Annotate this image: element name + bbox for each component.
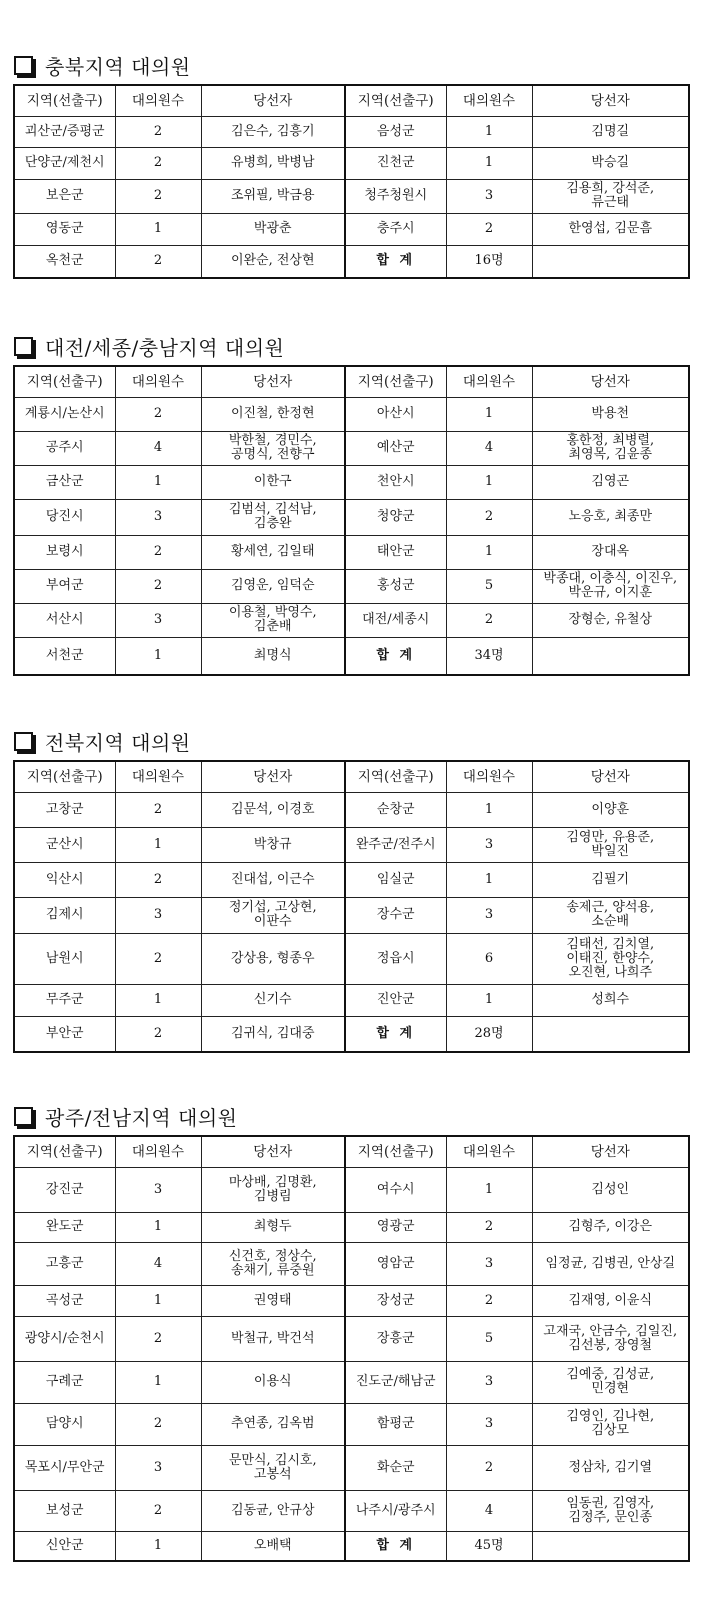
header-count: 대의원수 [115,85,201,116]
elected-cell: 김은수, 김흥기 [201,116,345,147]
elected-cell: 강상용, 형종우 [201,933,345,984]
count-cell: 1 [446,397,532,431]
count-cell: 2 [115,245,201,278]
elected-cell: 김필기 [532,862,689,897]
total-label: 합 계 [345,245,446,278]
count-cell: 1 [115,1285,201,1316]
elected-cell: 박종대, 이충식, 이진우, 박운규, 이지훈 [532,569,689,603]
table-row [14,792,689,827]
elected-cell: 오배택 [201,1531,345,1561]
region-cell: 천안시 [345,465,446,499]
elected-cell: 김명길 [532,116,689,147]
delegate-table [13,1135,690,1562]
table-row [14,499,689,535]
region-cell: 청주청원시 [345,179,446,213]
elected-cell: 문만식, 김시호, 고봉석 [201,1445,345,1490]
elected-cell: 김영곤 [532,465,689,499]
elected-cell: 김영만, 유용준, 박일진 [532,827,689,862]
header-region: 지역(선출구) [345,366,446,397]
table-row [14,1316,689,1361]
table-row [14,116,689,147]
section-title [13,333,690,359]
section-title-text: 대전/세종/충남지역 대의원 [45,335,285,360]
region-cell: 강진군 [14,1167,115,1212]
elected-cell: 김영운, 임덕순 [201,569,345,603]
region-cell: 정읍시 [345,933,446,984]
count-cell: 2 [115,397,201,431]
region-cell: 여수시 [345,1167,446,1212]
region-cell: 익산시 [14,862,115,897]
elected-cell: 유병희, 박병남 [201,147,345,179]
count-cell: 4 [115,1242,201,1285]
region-cell: 서천군 [14,637,115,675]
header-count: 대의원수 [446,366,532,397]
header-elected: 당선자 [201,1136,345,1167]
section-title-text: 충북지역 대의원 [45,54,191,79]
region-cell: 당진시 [14,499,115,535]
region-cell: 군산시 [14,827,115,862]
count-cell: 3 [446,179,532,213]
elected-cell: 김문석, 이경호 [201,792,345,827]
count-cell: 3 [446,1403,532,1445]
table-row [14,535,689,569]
region-cell: 진도군/해남군 [345,1361,446,1403]
elected-cell: 권영태 [201,1285,345,1316]
table-row [14,827,689,862]
header-region: 지역(선출구) [14,366,115,397]
header-elected: 당선자 [201,366,345,397]
elected-cell: 김용희, 강석준, 류근태 [532,179,689,213]
section-title [13,1103,690,1129]
total-value: 34명 [446,637,532,675]
header-count: 대의원수 [446,761,532,792]
elected-cell: 송제근, 양석용, 소순배 [532,897,689,933]
region-cell: 계룡시/논산시 [14,397,115,431]
region-cell: 태안군 [345,535,446,569]
elected-cell: 박용천 [532,397,689,431]
section-title [13,728,690,754]
elected-cell: 김재영, 이윤식 [532,1285,689,1316]
region-cell: 무주군 [14,984,115,1016]
region-cell: 완도군 [14,1212,115,1242]
region-cell: 고창군 [14,792,115,827]
table-row [14,1212,689,1242]
region-cell: 광양시/순천시 [14,1316,115,1361]
table-row [14,1361,689,1403]
count-cell: 4 [446,431,532,465]
header-elected: 당선자 [532,85,689,116]
count-cell: 2 [446,499,532,535]
table-row [14,1403,689,1445]
checkbox-square-icon [14,56,33,75]
region-cell: 장성군 [345,1285,446,1316]
section-gwangju-jeonnam [13,1103,690,1562]
count-cell: 4 [115,431,201,465]
total-empty-cell [532,245,689,278]
count-cell: 1 [446,862,532,897]
count-cell: 1 [115,1212,201,1242]
count-cell: 1 [446,792,532,827]
count-cell: 3 [115,1445,201,1490]
table-row [14,465,689,499]
count-cell: 5 [446,569,532,603]
region-cell: 아산시 [345,397,446,431]
count-cell: 2 [115,1016,201,1052]
header-elected: 당선자 [201,761,345,792]
table-row [14,1167,689,1212]
region-cell: 부안군 [14,1016,115,1052]
header-count: 대의원수 [446,1136,532,1167]
elected-cell: 마상배, 김명환, 김병림 [201,1167,345,1212]
region-cell: 나주시/광주시 [345,1490,446,1531]
table-row [14,603,689,637]
total-empty-cell [532,1531,689,1561]
total-label: 합 계 [345,1531,446,1561]
elected-cell: 김영인, 김나현, 김상모 [532,1403,689,1445]
table-row [14,637,689,675]
total-value: 16명 [446,245,532,278]
elected-cell: 성희수 [532,984,689,1016]
count-cell: 1 [115,984,201,1016]
count-cell: 1 [115,827,201,862]
checkbox-square-icon [14,732,33,751]
elected-cell: 김성인 [532,1167,689,1212]
elected-cell: 신기수 [201,984,345,1016]
table-row [14,213,689,245]
region-cell: 영광군 [345,1212,446,1242]
count-cell: 1 [115,1531,201,1561]
delegate-table [13,365,690,676]
table-row [14,245,689,278]
table-row [14,431,689,465]
count-cell: 2 [115,933,201,984]
count-cell: 3 [115,499,201,535]
header-row [14,761,689,792]
elected-cell: 장형순, 유철상 [532,603,689,637]
elected-cell: 신건호, 정상수, 송채기, 류중원 [201,1242,345,1285]
count-cell: 2 [115,147,201,179]
region-cell: 서산시 [14,603,115,637]
total-label: 합 계 [345,637,446,675]
elected-cell: 박승길 [532,147,689,179]
header-elected: 당선자 [532,1136,689,1167]
table-row [14,147,689,179]
section-jeonbuk [13,728,690,1053]
header-row [14,85,689,116]
region-cell: 예산군 [345,431,446,465]
region-cell: 순창군 [345,792,446,827]
count-cell: 2 [446,1212,532,1242]
count-cell: 1 [115,213,201,245]
section-title [13,52,690,78]
count-cell: 3 [115,897,201,933]
table-row [14,179,689,213]
checkbox-square-icon [14,1107,33,1126]
header-region: 지역(선출구) [14,761,115,792]
region-cell: 청양군 [345,499,446,535]
region-cell: 보성군 [14,1490,115,1531]
table-row [14,1016,689,1052]
region-cell: 김제시 [14,897,115,933]
region-cell: 보은군 [14,179,115,213]
count-cell: 3 [115,603,201,637]
count-cell: 2 [115,1316,201,1361]
elected-cell: 진대섭, 이근수 [201,862,345,897]
table-row [14,862,689,897]
header-count: 대의원수 [115,761,201,792]
count-cell: 1 [446,535,532,569]
delegate-table [13,84,690,279]
region-cell: 영암군 [345,1242,446,1285]
count-cell: 4 [446,1490,532,1531]
elected-cell: 정삼차, 김기열 [532,1445,689,1490]
elected-cell: 이용철, 박영수, 김춘배 [201,603,345,637]
header-row [14,1136,689,1167]
region-cell: 고흥군 [14,1242,115,1285]
header-region: 지역(선출구) [345,85,446,116]
elected-cell: 최형두 [201,1212,345,1242]
region-cell: 괴산군/증평군 [14,116,115,147]
elected-cell: 김범석, 김석남, 김충완 [201,499,345,535]
elected-cell: 고재국, 안금수, 김일진, 김선봉, 장영철 [532,1316,689,1361]
count-cell: 2 [115,792,201,827]
region-cell: 목포시/무안군 [14,1445,115,1490]
count-cell: 1 [115,637,201,675]
elected-cell: 최명식 [201,637,345,675]
count-cell: 1 [446,147,532,179]
region-cell: 음성군 [345,116,446,147]
elected-cell: 조위필, 박금용 [201,179,345,213]
count-cell: 6 [446,933,532,984]
elected-cell: 이진철, 한정현 [201,397,345,431]
header-elected: 당선자 [532,761,689,792]
region-cell: 남원시 [14,933,115,984]
elected-cell: 노응호, 최종만 [532,499,689,535]
header-region: 지역(선출구) [345,761,446,792]
region-cell: 완주군/전주시 [345,827,446,862]
elected-cell: 김동균, 안규상 [201,1490,345,1531]
total-empty-cell [532,637,689,675]
region-cell: 진천군 [345,147,446,179]
region-cell: 홍성군 [345,569,446,603]
checkbox-square-icon [14,337,33,356]
region-cell: 대전/세종시 [345,603,446,637]
total-label: 합 계 [345,1016,446,1052]
elected-cell: 이용식 [201,1361,345,1403]
total-value: 45명 [446,1531,532,1561]
section-daejeon-sejong-chungnam [13,333,690,676]
region-cell: 진안군 [345,984,446,1016]
count-cell: 2 [115,535,201,569]
table-row [14,1285,689,1316]
region-cell: 곡성군 [14,1285,115,1316]
elected-cell: 김예중, 김성균, 민경현 [532,1361,689,1403]
table-row [14,1490,689,1531]
region-cell: 장흥군 [345,1316,446,1361]
section-title-text: 전북지역 대의원 [45,730,191,755]
region-cell: 단양군/제천시 [14,147,115,179]
count-cell: 3 [446,1361,532,1403]
header-row [14,366,689,397]
elected-cell: 황세연, 김일태 [201,535,345,569]
count-cell: 1 [115,465,201,499]
count-cell: 1 [446,465,532,499]
elected-cell: 김태선, 김치열, 이태진, 한양수, 오진현, 나희주 [532,933,689,984]
count-cell: 3 [446,897,532,933]
table-row [14,1531,689,1561]
region-cell: 함평군 [345,1403,446,1445]
region-cell: 옥천군 [14,245,115,278]
region-cell: 담양시 [14,1403,115,1445]
elected-cell: 박철규, 박건석 [201,1316,345,1361]
table-row [14,897,689,933]
delegate-table [13,760,690,1053]
elected-cell: 김형주, 이강은 [532,1212,689,1242]
region-cell: 임실군 [345,862,446,897]
count-cell: 2 [115,179,201,213]
section-title-text: 광주/전남지역 대의원 [45,1105,238,1130]
count-cell: 2 [115,116,201,147]
region-cell: 보령시 [14,535,115,569]
elected-cell: 한영섭, 김문흠 [532,213,689,245]
table-row [14,984,689,1016]
elected-cell: 김귀식, 김대중 [201,1016,345,1052]
header-region: 지역(선출구) [14,85,115,116]
header-count: 대의원수 [115,366,201,397]
count-cell: 2 [446,213,532,245]
header-elected: 당선자 [532,366,689,397]
elected-cell: 정기섭, 고상현, 이판수 [201,897,345,933]
count-cell: 5 [446,1316,532,1361]
count-cell: 1 [446,984,532,1016]
region-cell: 영동군 [14,213,115,245]
header-region: 지역(선출구) [14,1136,115,1167]
elected-cell: 추연종, 김옥범 [201,1403,345,1445]
elected-cell: 이완순, 전상현 [201,245,345,278]
region-cell: 충주시 [345,213,446,245]
count-cell: 3 [115,1167,201,1212]
table-row [14,569,689,603]
count-cell: 2 [115,862,201,897]
elected-cell: 임정균, 김병권, 안상길 [532,1242,689,1285]
region-cell: 신안군 [14,1531,115,1561]
elected-cell: 박창규 [201,827,345,862]
elected-cell: 이양훈 [532,792,689,827]
count-cell: 1 [115,1361,201,1403]
total-value: 28명 [446,1016,532,1052]
header-region: 지역(선출구) [345,1136,446,1167]
region-cell: 화순군 [345,1445,446,1490]
elected-cell: 이한구 [201,465,345,499]
region-cell: 공주시 [14,431,115,465]
elected-cell: 임동권, 김영자, 김정주, 문인종 [532,1490,689,1531]
header-count: 대의원수 [446,85,532,116]
elected-cell: 홍한정, 최병렬, 최영목, 김윤종 [532,431,689,465]
section-chungbuk [13,52,690,279]
count-cell: 2 [446,1445,532,1490]
count-cell: 2 [446,1285,532,1316]
total-empty-cell [532,1016,689,1052]
elected-cell: 박한철, 경민수, 공명식, 전향구 [201,431,345,465]
elected-cell: 박광춘 [201,213,345,245]
table-row [14,1445,689,1490]
count-cell: 1 [446,116,532,147]
region-cell: 부여군 [14,569,115,603]
count-cell: 2 [115,1490,201,1531]
count-cell: 2 [115,569,201,603]
table-row [14,933,689,984]
region-cell: 금산군 [14,465,115,499]
header-count: 대의원수 [115,1136,201,1167]
header-elected: 당선자 [201,85,345,116]
count-cell: 2 [115,1403,201,1445]
count-cell: 1 [446,1167,532,1212]
region-cell: 장수군 [345,897,446,933]
count-cell: 2 [446,603,532,637]
elected-cell: 장대옥 [532,535,689,569]
count-cell: 3 [446,827,532,862]
table-row [14,1242,689,1285]
region-cell: 구례군 [14,1361,115,1403]
count-cell: 3 [446,1242,532,1285]
table-row [14,397,689,431]
